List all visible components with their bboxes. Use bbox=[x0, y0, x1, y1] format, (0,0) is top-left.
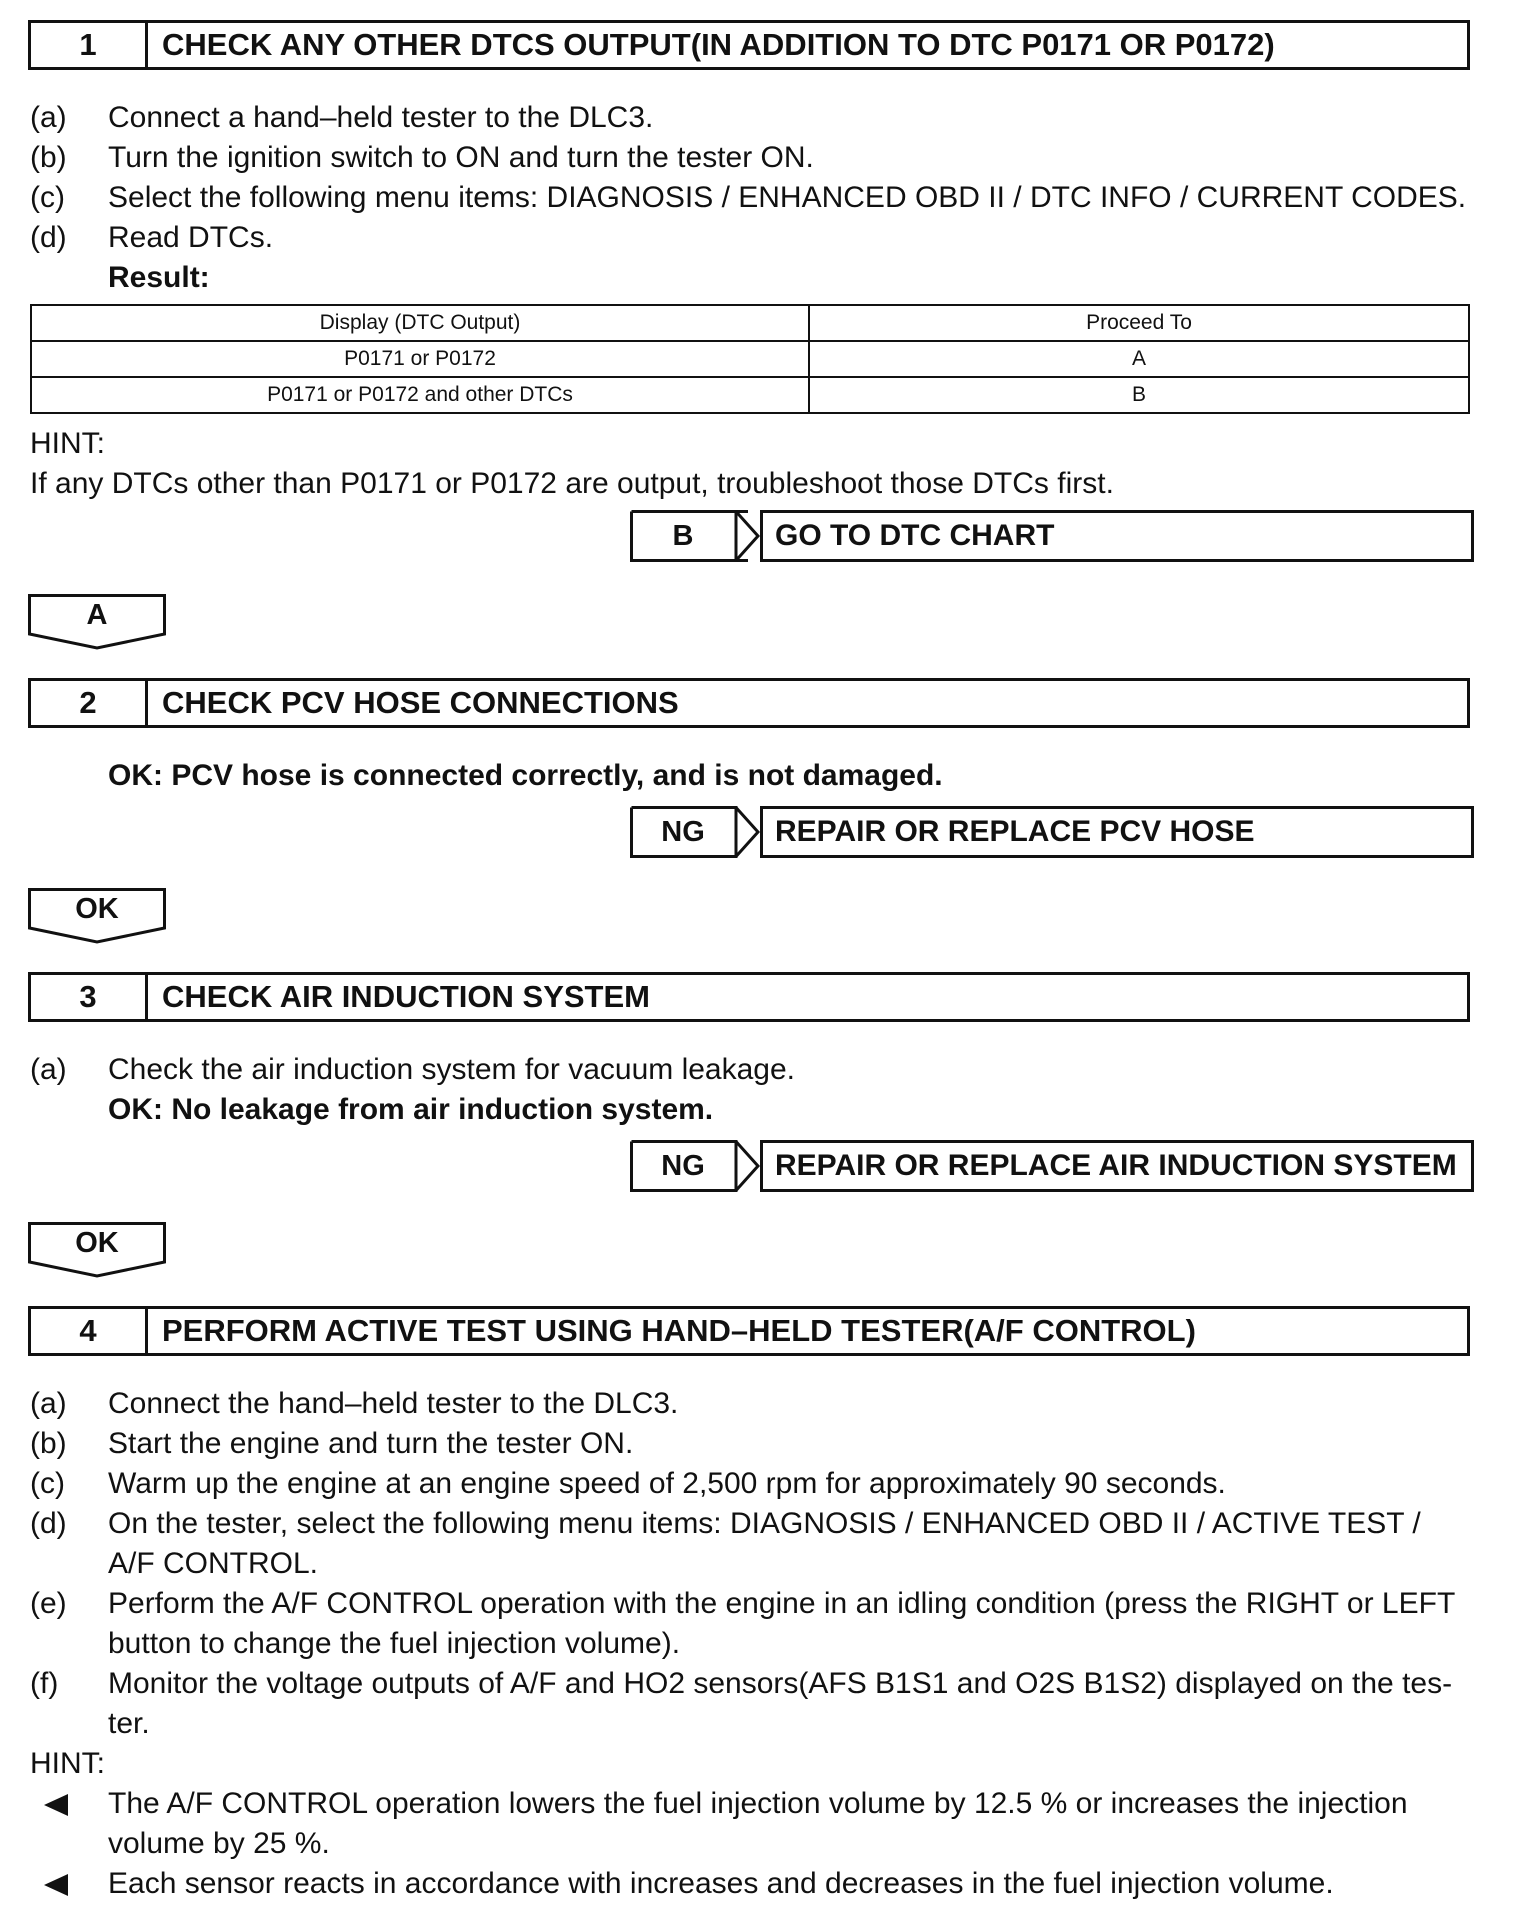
branch-code: B bbox=[672, 519, 694, 552]
step-4-item-text: Start the engine and turn the tester ON. bbox=[108, 1427, 634, 1460]
branch-code: NG bbox=[661, 815, 705, 848]
step-4-item-text: On the tester, select the following menu items: DIAGNOSIS / ENHANCED OBD II / ACTIVE TEST / bbox=[108, 1507, 1421, 1540]
step-1-item-label: (c) bbox=[30, 181, 65, 214]
table-cell: A bbox=[809, 341, 1469, 377]
step-4-item-text: ter. bbox=[108, 1707, 150, 1740]
table-cell: P0171 or P0172 bbox=[31, 341, 809, 377]
step-3-title: CHECK AIR INDUCTION SYSTEM bbox=[162, 979, 650, 1014]
flow-arrow-ok bbox=[28, 1222, 166, 1278]
ok-criteria: OK: PCV hose is connected correctly, and is not damaged. bbox=[108, 759, 943, 792]
hint-bullet-text: The A/F CONTROL operation lowers the fuel injection volume by 12.5 % or increases the injection bbox=[108, 1787, 1408, 1820]
step-4-item-text: Warm up the engine at an engine speed of 2,500 rpm for approximately 90 seconds. bbox=[108, 1467, 1226, 1500]
step-4-item-text: Connect the hand–held tester to the DLC3. bbox=[108, 1387, 679, 1420]
step-4-item-label: (c) bbox=[30, 1467, 65, 1500]
step-1-header bbox=[28, 20, 1470, 70]
step-4-item-text: Perform the A/F CONTROL operation with the engine in an idling condition (press the RIGHT or LEFT bbox=[108, 1587, 1456, 1620]
step-4-number: 4 bbox=[31, 1309, 148, 1353]
table-header-row bbox=[31, 305, 1469, 341]
step-1-title: CHECK ANY OTHER DTCS OUTPUT(IN ADDITION TO DTC P0171 OR P0172) bbox=[162, 27, 1275, 62]
step-3-item-label: (a) bbox=[30, 1053, 67, 1086]
ok-criteria: OK: No leakage from air induction system. bbox=[108, 1093, 714, 1126]
step-2-header bbox=[28, 678, 1470, 728]
branch-ng bbox=[630, 1140, 1474, 1192]
step-4-item-text: button to change the fuel injection volume). bbox=[108, 1627, 681, 1660]
hint-bullet-text: Each sensor reacts in accordance with increases and decreases in the fuel injection volume. bbox=[108, 1867, 1334, 1900]
step-3-number: 3 bbox=[31, 975, 148, 1019]
flow-label: A bbox=[86, 598, 108, 631]
step-1-item-text: Select the following menu items: DIAGNOSIS / ENHANCED OBD II / DTC INFO / CURRENT CODES. bbox=[108, 181, 1467, 214]
table-row bbox=[31, 341, 1469, 377]
hint-bullet-text: volume by 25 %. bbox=[108, 1827, 330, 1860]
step-4-item-label: (a) bbox=[30, 1387, 67, 1420]
table-row bbox=[31, 377, 1469, 413]
table-cell: B bbox=[809, 377, 1469, 413]
step-2-number: 2 bbox=[31, 681, 148, 725]
step-4-item-label: (f) bbox=[30, 1667, 59, 1700]
step-4-title: PERFORM ACTIVE TEST USING HAND–HELD TESTER(A/F CONTROL) bbox=[162, 1313, 1196, 1348]
triangle-bullet-icon bbox=[42, 1872, 70, 1898]
branch-destination: GO TO DTC CHART bbox=[760, 510, 1474, 562]
step-4-item-label: (e) bbox=[30, 1587, 67, 1620]
step-4-item-label: (b) bbox=[30, 1427, 67, 1460]
hint-label: HINT: bbox=[30, 427, 105, 460]
step-2-title: CHECK PCV HOSE CONNECTIONS bbox=[162, 685, 679, 720]
flow-arrow-a bbox=[28, 594, 166, 650]
step-3-item-text: Check the air induction system for vacuum leakage. bbox=[108, 1053, 795, 1086]
hint-text: If any DTCs other than P0171 or P0172 are output, troubleshoot those DTCs first. bbox=[30, 467, 1114, 500]
step-4-item-text: A/F CONTROL. bbox=[108, 1547, 319, 1580]
flow-label: OK bbox=[75, 1226, 119, 1259]
branch-ng bbox=[630, 806, 1474, 858]
table-cell: P0171 or P0172 and other DTCs bbox=[31, 377, 809, 413]
step-4-item-label: (d) bbox=[30, 1507, 67, 1540]
branch-b bbox=[630, 510, 1520, 562]
step-1-item-label: (b) bbox=[30, 141, 67, 174]
branch-code: NG bbox=[661, 1149, 705, 1182]
branch-destination: REPAIR OR REPLACE AIR INDUCTION SYSTEM bbox=[760, 1140, 1474, 1192]
flow-label: OK bbox=[75, 892, 119, 925]
table-header-cell: Display (DTC Output) bbox=[31, 305, 809, 341]
flow-arrow-ok bbox=[28, 888, 166, 944]
step-1-item-label: (d) bbox=[30, 221, 67, 254]
step-1-item-text: Connect a hand–held tester to the DLC3. bbox=[108, 101, 654, 134]
hint-label: HINT: bbox=[30, 1747, 105, 1780]
step-1-item-label: (a) bbox=[30, 101, 67, 134]
step-1-item-text: Read DTCs. bbox=[108, 221, 274, 254]
triangle-bullet-icon bbox=[42, 1792, 70, 1818]
step-4-header bbox=[28, 1306, 1470, 1356]
result-label: Result: bbox=[108, 261, 210, 294]
table-header-cell: Proceed To bbox=[809, 305, 1469, 341]
step-1-number: 1 bbox=[31, 23, 148, 67]
result-table bbox=[30, 304, 1470, 414]
step-4-item-text: Monitor the voltage outputs of A/F and HO2 sensors(AFS B1S1 and O2S B1S2) displayed on the tes- bbox=[108, 1667, 1453, 1700]
branch-destination: REPAIR OR REPLACE PCV HOSE bbox=[760, 806, 1474, 858]
step-1-item-text: Turn the ignition switch to ON and turn the tester ON. bbox=[108, 141, 814, 174]
step-3-header bbox=[28, 972, 1470, 1022]
